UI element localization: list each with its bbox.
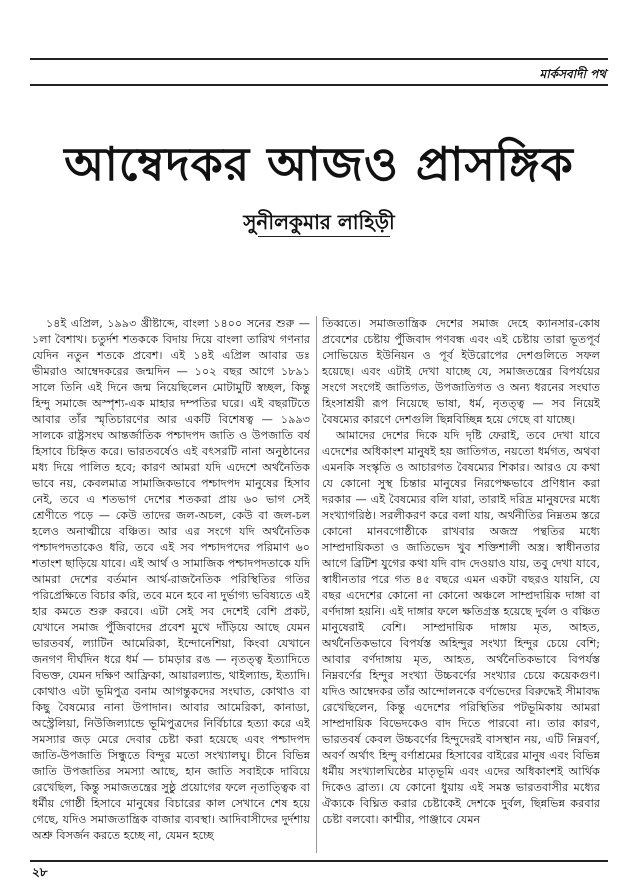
header-rule-top	[30, 58, 608, 60]
running-header: মার্কসবাদী পথ	[539, 67, 606, 81]
article-title: আম্বেদকর আজও প্রাসঙ্গিক	[64, 137, 574, 191]
paragraph: তিব্বতে। সমাজতান্ত্রিক দেশের সমাজ দেহে ক্যানসার-কোষ প্রবেশের চেষ্টায় পুঁজিবাদ পণবন্ধ এবং এই চেষ্টায় তারা ভূতপূর্ব সোভিয়েত ইউনিয়ন ও পূর্ব ইউরোপের দেশগুলিতে সফল হয়েছে। এবং এটাই দেখা যাচ্ছে যে, সমাজতন্ত্রের বিপর্যয়ের সংগে সংগেই জাতিগত, উপজাতিগত ও অন্য ধরনের সংঘাত হিংসাশ্রয়ী রূপ নিয়েছে ভাষা, ধর্ম, নৃতত্ত্ব — সব নিয়েই বৈষম্যের কারণে দেশগুলি ছিন্নবিচ্ছিন্ন হয়ে গেছে বা যাচ্ছে।	[322, 317, 600, 426]
column-divider	[316, 316, 317, 853]
article-author: সুনীলকুমার লাহিড়ী	[243, 210, 395, 234]
header-rule-bottom	[30, 84, 608, 86]
paragraph: ১৪ই এপ্রিল, ১৯৯৩ খ্রীষ্টাব্দে, বাংলা ১৪০০ সনের শুরু — ১লা বৈশাখ। চতুর্দশ শতককে বিদায় দিয়ে বাংলা তারিখ গণনার যেদিন নতুন শতকে প্রবেশ। এই ১৪ই এপ্রিল আবার ডঃ ভীমরাও আম্বেদকরের জন্মদিন — ১০২ বছর আগে ১৮৯১ সালে তিনি এই দিনে জন্ম নিয়েছিলেন মোটামুটি স্বচ্ছল, কিন্তু হিন্দু সমাজে অস্পৃশ্য-এক মাহার দম্পতির ঘরে। এই বছরটিতে আবার তাঁর স্মৃতিচারণের আর একটি বিশেষত্ব — ১৯৯৩ সালকে রাষ্ট্রসংঘ আন্তর্জাতিক পশ্চাদপদ জাতি ও উপজাতি বর্ষ হিসাবে চিহ্নিত করে। ভারতবর্ষেও এই বৎসরটি নানা অনুষ্ঠানের মধ্য দিয়ে পালিত হবে; কারণ আমরা যদি এদেশে অর্থনৈতিক ভাবে নয়, কেবলমাত্র সামাজিকভাবে পশ্চাদপদ মানুষের হিসাব নেই, তবে এ শতভাগ দেশের শতকরা প্রায় ৬০ ভাগ সেই শ্রেণীতে পড়ে — কেউ তাদের জল-অচল, কেউ বা জল-চল হলেও অনাত্মীয়ে বঞ্চিত। আর এর সংগে যদি অর্থনৈতিক পশ্চাদপদতাকেও ধরি, তবে এই সব পশ্চাদপদের পরিমাণ ৬০ শতাংশ ছাড়িয়ে যাবে। এই আর্থ ও সামাজিক পশ্চাদপদতাকে যদি আমরা দেশের বর্তমান আর্থ-রাজনৈতিক পরিস্থিতির গতির পরিপ্রেক্ষিতে বিচার করি, তবে মনে হবে না দুর্ভাগ্য ভবিষ্যতে এই হার কমতে শুরু করবে। এটা সেই সব দেশেই বেশি প্রকট, যেখানে সমাজ পুঁজিবাদের প্রবেশ মুখে দাঁড়িয়ে আছে যেমন ভারতবর্ষ, ল্যাটিন আমেরিকা, ইন্দোনেশিয়া, কিংবা যেখানে জনগণ দীর্ঘদিন ধরে ধর্ম — চামড়ার রঙ — নৃতত্ত্ব ইত্যাদিতে বিভক্ত, যেমন দক্ষিণ আফ্রিকা, আয়ারল্যান্ড, থাইল্যান্ড, ইত্যাদি। কোথাও এটা ভূমিপুত্র বনাম আগন্তুকদের সংঘাত, কোথাও বা কিছু বৈষম্যের নানা উপাদান। আবার আমেরিকা, কানাডা, অস্ট্রেলিয়া, নিউজিল্যান্ডে ভূমিপুত্রদের নির্বিচারে হত্যা করে এই সমস্যার জড় মেরে দেবার চেষ্টা করা হয়েছে এবং পশ্চাদপদ জাতি-উপজাতি সিন্ধুতে বিন্দুর মতো সংখ্যালঘু। চীনে বিভিন্ন জাতি উপজাতির সমস্যা আছে, হান জাতি সবাইকে দাবিয়ে রেখেছিল, কিন্তু সমাজতন্ত্রের সুষ্ঠু প্রয়োগের ফলে নৃতাত্ত্বিক বা ধর্মীয় গোষ্ঠী হিসাবে মানুষের বিচারের কাল সেখানে শেষ হয়ে গেছে, যদিও সমাজতান্ত্রিক বাজার ব্যবস্থা। আদিবাসীদের দুর্দশায় অশ্রু বিসর্জন করতে হচ্ছে না, যেমন হচ্ছে	[32, 317, 310, 842]
article-column-right	[322, 316, 600, 853]
article-column-left	[32, 316, 310, 853]
footer-rule	[30, 860, 608, 862]
page-number: ২৮	[32, 865, 48, 879]
author-underline	[258, 236, 390, 237]
paragraph: আমাদের দেশের দিকে যদি দৃষ্টি ফেরাই, তবে দেখা যাবে এদেশের অধিকাংশ মানুষই হয় জাতিগত, নয়তো ধর্মগত, অথবা এমনকি সংস্কৃতি ও আচারগত বৈষম্যের শিকার। আরও যে কথা যে কোনো সুস্থ চিন্তার মানুষের নিরপেক্ষভাবে প্রণিধান করা দরকার — এই বৈষম্যের বলি যারা, তারাই দরিদ্র মানুষদের মধ্যে সংখ্যাগরিষ্ঠ। সরলীকরণ করে বলা যায়, অর্থনীতির নিম্নতম স্তরে কোনো মানবগোষ্ঠীকে রাখবার অজস্র পন্থতির মধ্যে সাম্প্রদায়িকতা ও জাতিভেদ খুব শক্তিশালী অস্ত্র। স্বাধীনতার আগে ব্রিটিশ যুগের কথা যদি বাদ দেওয়াও যায়, তবু দেখা যাবে, স্বাধীনতার পরে গত ৪৫ বছরে এমন একটা বছরও যায়নি, যে বছর এদেশের কোনো না কোনো অঞ্চলে সাম্প্রদায়িক দাঙ্গা বা বর্ণদাঙ্গা হয়নি। এই দাঙ্গার ফলে ক্ষতিগ্রস্ত হয়েছে দুর্বল ও বঞ্চিত মানুষেরাই বেশি। সাম্প্রদায়িক দাঙ্গায় মৃত, আহত, অর্থনৈতিকভাবে বিপর্যস্ত অহিন্দুর সংখ্যা হিন্দুর চেয়ে বেশি; আবার বর্ণদাঙ্গায় মৃত, আহত, অর্থনৈতিকভাবে বিপর্যস্ত নিম্নবর্ণের হিন্দুর সংখ্যা উচ্চবর্ণের সংখ্যার চেয়ে কয়েকগুণ। যদিও আম্বেদকর তাঁর আন্দোলনকে বর্ণভেদের বিরুদ্ধেই সীমাবদ্ধ রেখেছিলেন, কিন্তু এদেশের পরিস্থিতির পটভূমিকায় আমরা সাম্প্রদায়িক বিভেদকেও বাদ দিতে পারবো না। তার কারণ, ভারতবর্ষ কেবল উচ্চবর্ণের হিন্দুদেরই বাসস্থান নয়, এটি নিম্নবর্ণ, অবর্ণ অর্থাৎ হিন্দু বর্ণাশ্রমের হিসাবের বাইরের মানুষ এবং বিভিন্ন ধর্মীয় সংখ্যালঘিষ্ঠের মাতৃভূমি এবং এদের অধিকাংশই আর্থিক দিকেও ব্রাত্য। যে কোনো ধুয়ায় এই সমস্ত ভারতবাসীর মধ্যের ঐক্যকে বিঘ্নিত করার চেষ্টাকেই দেশকে দুর্বল, ছিন্নভিন্ন করবার চেষ্টা বলবো। কাশ্মীর, পাঞ্জাবে যেমন	[322, 429, 600, 826]
